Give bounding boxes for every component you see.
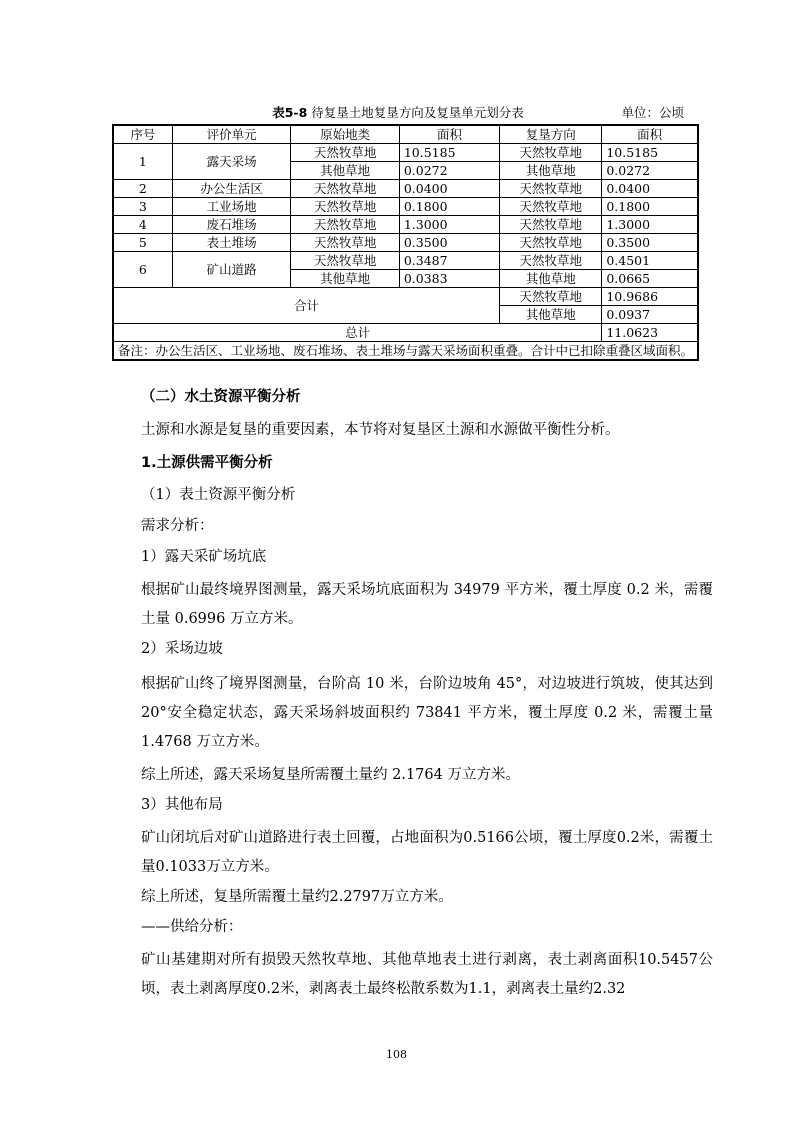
- total-row: [113, 324, 698, 342]
- note-row: [113, 342, 698, 361]
- header-cell: 评价单元: [172, 125, 291, 144]
- paragraph: 3）其他布局: [141, 797, 223, 813]
- reclamation-direction: 天然牧草地: [500, 198, 602, 216]
- row-number: 6: [113, 252, 172, 288]
- section-heading: （二）水土资源平衡分析: [141, 389, 301, 405]
- table-row: [113, 216, 698, 234]
- subtotal-area: 0.0937: [602, 306, 698, 324]
- subtotal-row: [113, 288, 698, 306]
- row-unit: 废石堆场: [172, 216, 291, 234]
- total-label: 总计: [113, 324, 602, 342]
- original-land-type: 天然牧草地: [291, 180, 399, 198]
- reclamation-direction: 天然牧草地: [500, 234, 602, 252]
- subtotal-area: 10.9686: [602, 288, 698, 306]
- subtotal-direction: 天然牧草地: [500, 288, 602, 306]
- header-cell: 面积: [399, 125, 499, 144]
- original-land-type: 天然牧草地: [291, 144, 399, 162]
- reclamation-table: [112, 124, 699, 361]
- paragraph: ——供给分析：: [141, 919, 243, 935]
- table-title-text: 待复垦土地复垦方向及复垦单元划分表: [311, 105, 524, 120]
- total-value: 11.0623: [602, 324, 698, 342]
- paragraph: 综上所述，露天采场复垦所需覆土量约 2.1764 万立方米。: [141, 767, 520, 783]
- reclamation-direction: 其他草地: [500, 270, 602, 288]
- original-area: 10.5185: [399, 144, 499, 162]
- page-number: 108: [386, 1048, 407, 1061]
- row-unit: 矿山道路: [172, 252, 291, 288]
- table-header-row: [113, 125, 698, 144]
- row-unit: 工业场地: [172, 198, 291, 216]
- original-area: 0.0272: [399, 162, 499, 180]
- row-number: 1: [113, 144, 172, 180]
- table-number: 表5-8: [272, 105, 308, 120]
- original-land-type: 天然牧草地: [291, 252, 399, 270]
- reclamation-area: 0.0400: [602, 180, 698, 198]
- original-area: 0.1800: [399, 198, 499, 216]
- reclamation-area: 0.3500: [602, 234, 698, 252]
- table-unit: 单位：公顷: [621, 105, 684, 120]
- row-unit: 露天采场: [172, 144, 291, 180]
- paragraph: 1）露天采矿场坑底: [141, 549, 267, 565]
- original-land-type: 天然牧草地: [291, 198, 399, 216]
- row-number: 2: [113, 180, 172, 198]
- table-row: [113, 144, 698, 162]
- paragraph: 矿山闭坑后对矿山道路进行表土回覆，占地面积为0.5166公顷，覆土厚度0.2米，需覆土量0.1033万立方米。: [141, 830, 713, 875]
- original-area: 0.0400: [399, 180, 499, 198]
- table-note: 备注：办公生活区、工业场地、废石堆场、表土堆场与露天采场面积重叠。合计中已扣除重叠区域面积。: [113, 342, 698, 361]
- table-row: [113, 198, 698, 216]
- table-row: [113, 180, 698, 198]
- paragraph: 2）采场边坡: [141, 641, 223, 657]
- original-area: 0.0383: [399, 270, 499, 288]
- paragraph: （1）表土资源平衡分析: [141, 487, 296, 503]
- reclamation-area: 0.0665: [602, 270, 698, 288]
- paragraph: 需求分析：: [141, 518, 214, 534]
- subsection-heading: 1.土源供需平衡分析: [141, 455, 273, 471]
- table-title: [112, 104, 684, 122]
- reclamation-direction: 天然牧草地: [500, 216, 602, 234]
- table-row: [113, 252, 698, 270]
- reclamation-direction: 天然牧草地: [500, 252, 602, 270]
- original-land-type: 其他草地: [291, 162, 399, 180]
- paragraph: 根据矿山终了境界图测量，台阶高 10 米，台阶边坡角 45°，对边坡进行筑坡，使其达到 20°安全稳定状态，露天采场斜坡面积约 73841 平方米，覆土厚度 0.2 米，需覆土量 1.4768 万立方米。: [141, 676, 713, 750]
- original-land-type: 天然牧草地: [291, 216, 399, 234]
- paragraph: 土源和水源是复垦的重要因素，本节将对复垦区土源和水源做平衡性分析。: [141, 422, 620, 438]
- table-row: [113, 234, 698, 252]
- paragraph: 综上所述，复垦所需覆土量约2.2797万立方米。: [141, 889, 453, 905]
- row-number: 4: [113, 216, 172, 234]
- original-area: 0.3500: [399, 234, 499, 252]
- row-unit: 表土堆场: [172, 234, 291, 252]
- header-cell: 序号: [113, 125, 172, 144]
- paragraph: 根据矿山最终境界图测量，露天采场坑底面积为 34979 平方米，覆土厚度 0.2 米，需覆土量 0.6996 万立方米。: [141, 582, 713, 627]
- table-caption: [112, 104, 684, 122]
- header-cell: 原始地类: [291, 125, 399, 144]
- paragraph: 矿山基建期对所有损毁天然牧草地、其他草地表土进行剥离，表土剥离面积10.5457公顷，表土剥离厚度0.2米，剥离表土最终松散系数为1.1，剥离表土量约2.32: [141, 952, 713, 997]
- header-cell: 面积: [602, 125, 698, 144]
- reclamation-area: 0.0272: [602, 162, 698, 180]
- row-number: 5: [113, 234, 172, 252]
- reclamation-area: 0.4501: [602, 252, 698, 270]
- original-area: 0.3487: [399, 252, 499, 270]
- original-land-type: 其他草地: [291, 270, 399, 288]
- row-unit: 办公生活区: [172, 180, 291, 198]
- original-land-type: 天然牧草地: [291, 234, 399, 252]
- reclamation-direction: 天然牧草地: [500, 144, 602, 162]
- subtotal-label: 合计: [113, 288, 500, 324]
- reclamation-area: 1.3000: [602, 216, 698, 234]
- reclamation-direction: 天然牧草地: [500, 180, 602, 198]
- row-number: 3: [113, 198, 172, 216]
- header-cell: 复垦方向: [500, 125, 602, 144]
- reclamation-area: 0.1800: [602, 198, 698, 216]
- reclamation-area: 10.5185: [602, 144, 698, 162]
- original-area: 1.3000: [399, 216, 499, 234]
- reclamation-direction: 其他草地: [500, 162, 602, 180]
- subtotal-direction: 其他草地: [500, 306, 602, 324]
